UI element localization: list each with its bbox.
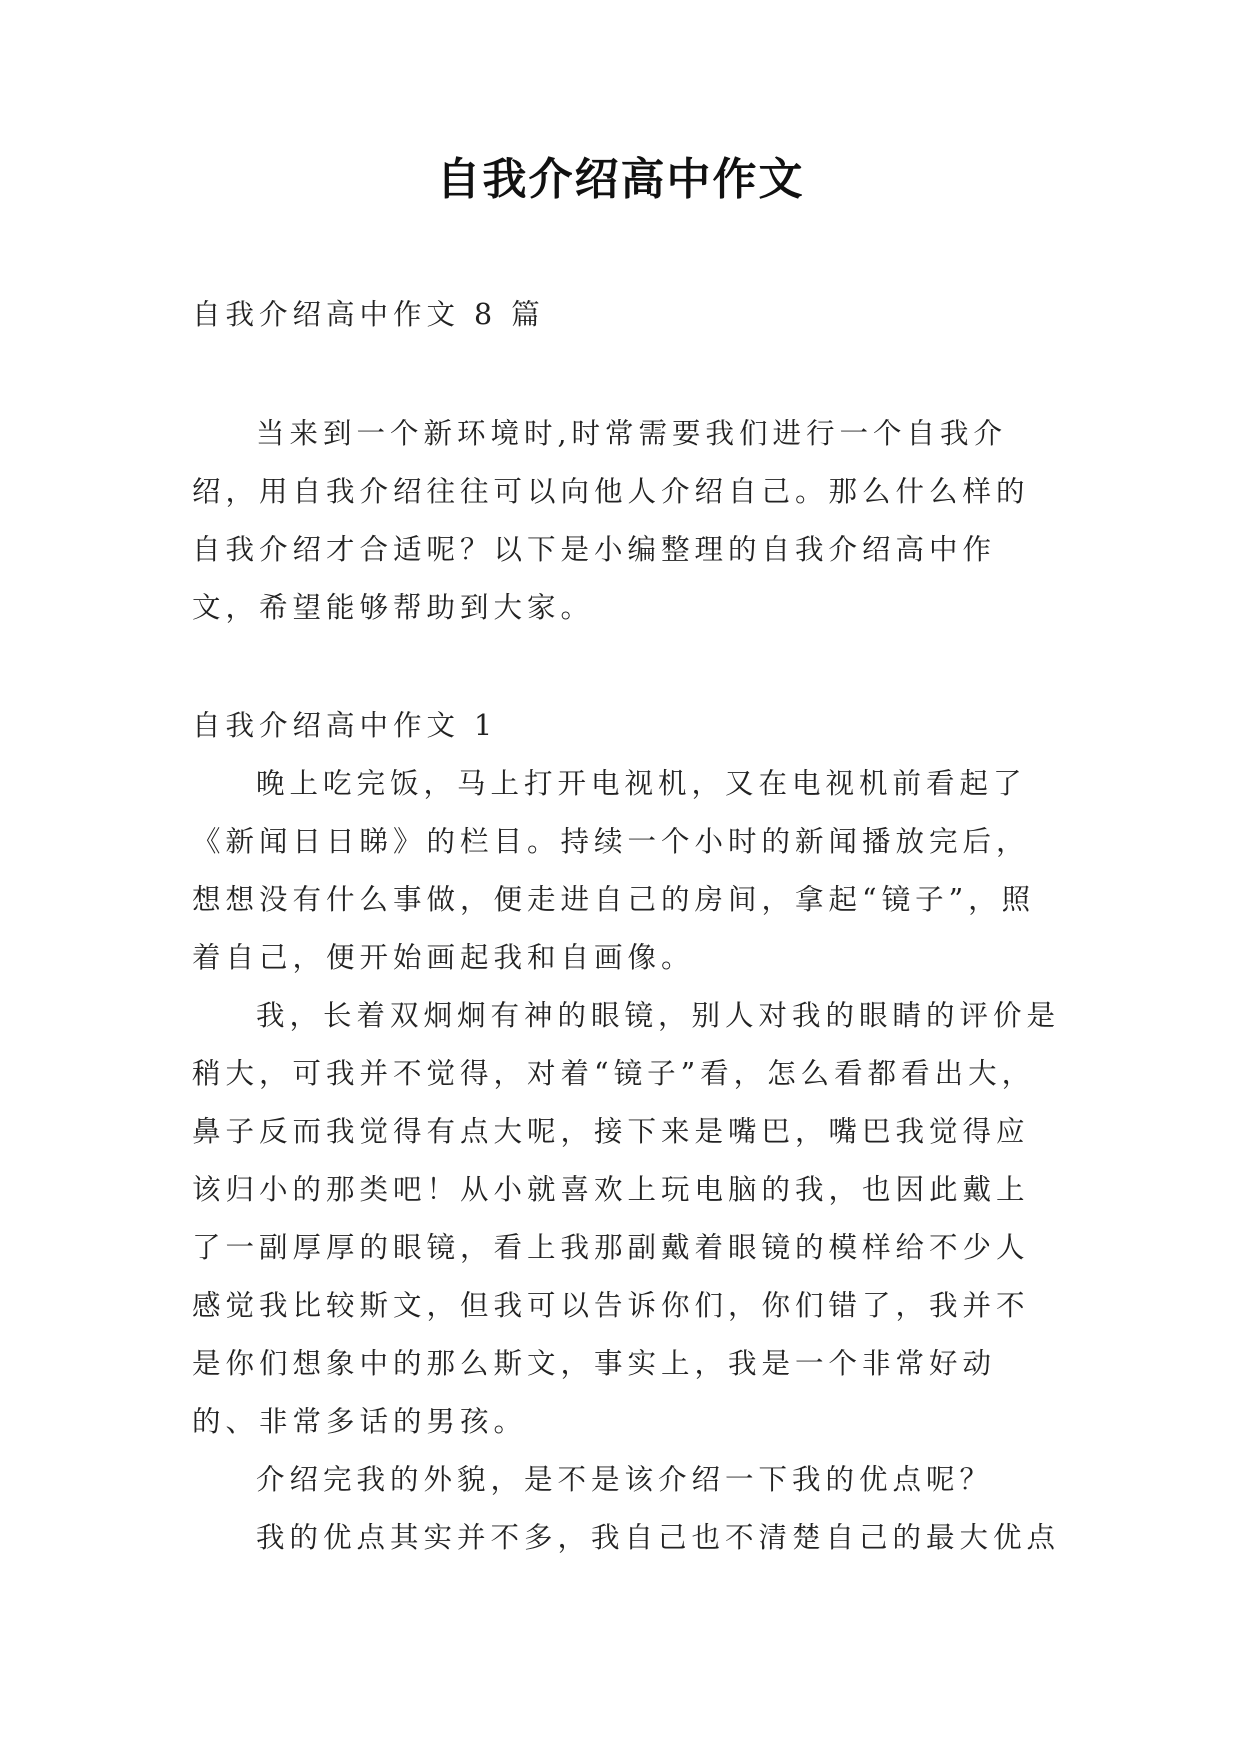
document-subtitle: 自我介绍高中作文 8 篇 (192, 298, 545, 331)
essay-body (192, 755, 1062, 1567)
intro-paragraph: 当来到一个新环境时,时常需要我们进行一个自我介绍，用自我介绍往往可以向他人介绍自己。那么什么样的自我介绍才合适呢？以下是小编整理的自我介绍高中作文，希望能够帮助到大家。 (192, 417, 1030, 624)
document-title: 自我介绍高中作文 (436, 154, 805, 205)
body-paragraph: 介绍完我的外貌，是不是该介绍一下我的优点呢？ (256, 1463, 994, 1496)
body-paragraph: 晚上吃完饭，马上打开电视机，又在电视机前看起了《新闻日日睇》的栏目。持续一个小时的新闻播放完后，想想没有什么事做，便走进自己的房间，拿起“镜子”，照着自己，便开始画起我和自画像。 (192, 767, 1036, 974)
section-heading: 自我介绍高中作文 1 (192, 709, 498, 742)
body-paragraph: 我，长着双炯炯有神的眼镜，别人对我的眼睛的评价是稍大，可我并不觉得，对着“镜子”看，怎么看都看出大，鼻子反而我觉得有点大呢，接下来是嘴巴，嘴巴我觉得应该归小的那类吧！从小就喜欢上玩电脑的我，也因此戴上了一副厚厚的眼镜，看上我那副戴着眼镜的模样给不少人感觉我比较斯文，但我可以告诉你们，你们错了，我并不是你们想象中的那么斯文，事实上，我是一个非常好动的、非常多话的男孩。 (192, 999, 1061, 1438)
body-paragraph: 我的优点其实并不多，我自己也不清楚自己的最大优点 (256, 1521, 1061, 1554)
